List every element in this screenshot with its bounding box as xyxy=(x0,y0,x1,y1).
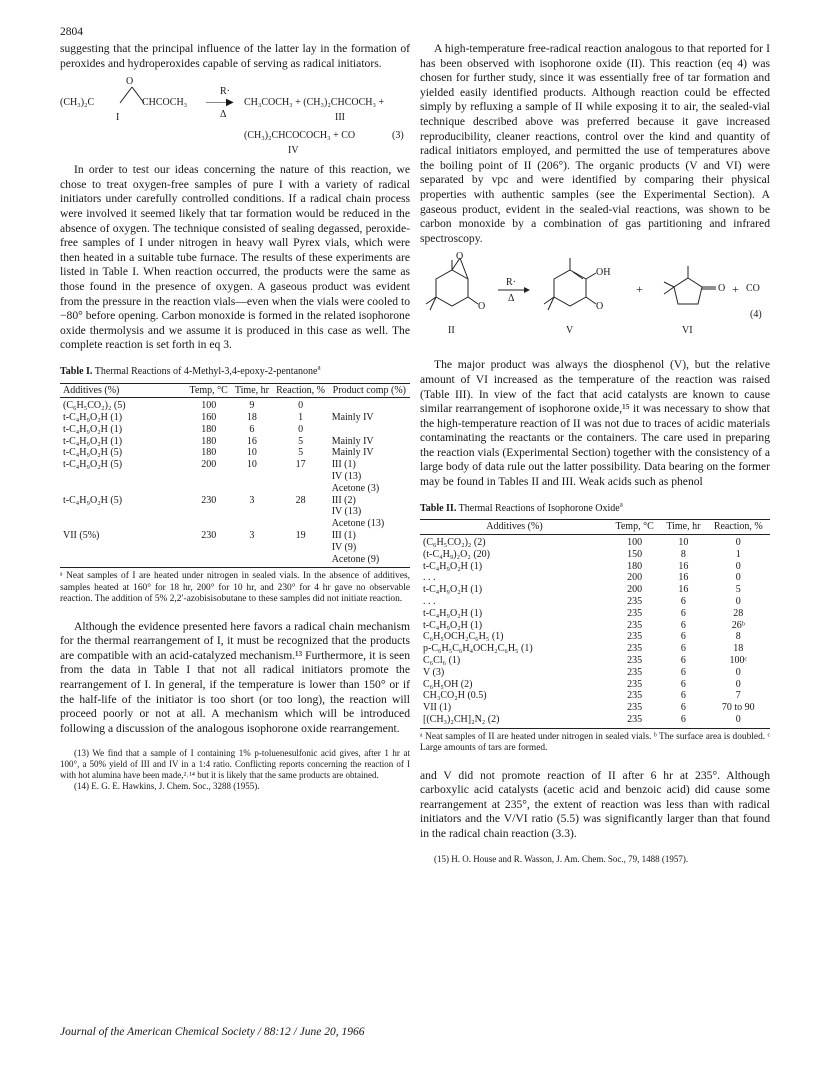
table-2-row xyxy=(420,561,770,573)
table-1-row xyxy=(60,447,410,459)
table-1-row xyxy=(60,398,410,412)
table-1-cell-p xyxy=(329,398,410,412)
table-2-caption xyxy=(420,502,770,517)
table-1-cell-p: III (1) IV (9) Acetone (9) xyxy=(329,530,410,568)
eq4-ketone-oxygen-II: O xyxy=(478,301,486,313)
table-2-cell-a: (C₆H₅CO₂)₂ (2) xyxy=(423,537,486,549)
table-1-cell-h: 18 xyxy=(246,412,257,424)
table-2-cell-t: 235 xyxy=(627,596,643,608)
right-paragraph-2: The major product was always the diosphenol (V), but the relative amount of VI increased as the temperature of the reaction was raised (Table III). In view of the fact that acid catalysts are known to cause similar rearrangement of isophorone oxide,¹⁵ it was necessary to show that the high-temperature reaction of II was not due to traces of acidic materials contaminating the reactants or the containers. The care used in preparing the reaction vials (Experimental Section) together with the consistency of a large body of data rule out the latter possibility. Data bearing on the former may be found in Tables II and III. Weak acids such as phenol xyxy=(420,358,770,489)
table-1-cell-r: 5 xyxy=(298,435,304,447)
left-paragraph-1: suggesting that the principal influence of the latter lay in the formation of peroxides and hydroperoxides capable of serving as radical initiators. xyxy=(60,42,410,70)
table-2-cell-a: (t-C₄H₉)₂O₂ (20) xyxy=(423,548,490,560)
table-1-cell-r: 5 xyxy=(298,447,304,459)
table-2-cell-t: 200 xyxy=(627,584,643,596)
table-2-cell-h: 6 xyxy=(680,690,686,702)
table-2-cell-r: 1 xyxy=(735,548,741,560)
table-2 xyxy=(420,519,770,729)
table-1-cell-a: t-C₄H₉O₂H (1) xyxy=(63,435,123,447)
eq4-radical-initiator-label: R· xyxy=(506,277,516,289)
table-2-cell-r: 7 xyxy=(735,690,741,702)
table-2-row xyxy=(420,596,770,608)
products-line-1: CH₃COCH₃ + (CH₃)₂CHCOCH₃ + xyxy=(244,97,385,109)
table-2-cell-a: CH₃CO₂H (0.5) xyxy=(423,690,487,702)
table-2-cell-r: 18 xyxy=(733,643,744,655)
table-2-header-reaction: Reaction, % xyxy=(707,520,770,535)
table-1-cell-h: 10 xyxy=(246,459,257,471)
epoxide-ring-drawing xyxy=(60,71,410,163)
table-2-cell-h: 16 xyxy=(678,572,689,584)
table-2-cell-a: p-C₆H₅C₆H₄OCH₂C₆H₅ (1) xyxy=(423,643,533,655)
table-2-cell-r: 8 xyxy=(735,631,741,643)
table-1-header-reaction: Reaction, % xyxy=(272,383,328,398)
table-2-cell-a: t-C₄H₉O₂H (1) xyxy=(423,560,483,572)
table-2-body xyxy=(420,535,770,729)
table-2-row xyxy=(420,584,770,596)
page-number: 2804 xyxy=(60,26,83,38)
table-1-row xyxy=(60,412,410,424)
table-2-cell-h: 6 xyxy=(680,596,686,608)
compound-label-VI: VI xyxy=(682,325,693,337)
equation-number-4: (4) xyxy=(750,309,762,321)
table-2-cell-h: 8 xyxy=(680,548,686,560)
heat-label: Δ xyxy=(220,109,227,121)
table-2-cell-t: 100 xyxy=(627,537,643,549)
table-1-cell-a: t-C₄H₉O₂H (5) xyxy=(63,459,123,471)
table-2-cell-r: 0 xyxy=(707,714,770,728)
table-2-row xyxy=(420,643,770,655)
epoxide-oxygen: O xyxy=(126,76,134,88)
table-2-header-additives: Additives (%) xyxy=(420,520,609,535)
table-1-cell-t: 230 xyxy=(186,530,231,568)
table-2-title-footnote-mark: a xyxy=(619,500,623,509)
compound-label-II: II xyxy=(448,325,455,337)
table-2-row xyxy=(420,631,770,643)
table-1-cell-h: 16 xyxy=(246,435,257,447)
table-2-cell-r: 28 xyxy=(733,607,744,619)
table-2-cell-r: 0 xyxy=(735,666,741,678)
compound-label-IV: IV xyxy=(288,145,299,157)
equation-3 xyxy=(60,71,410,163)
table-1-cell-t: 180 xyxy=(201,435,217,447)
table-1-cell-a: VII (5%) xyxy=(60,530,186,568)
table-2-cell-h: 6 xyxy=(680,643,686,655)
table-1-cell-a: t-C₄H₉O₂H (5) xyxy=(63,447,123,459)
table-1-cell-h: 3 xyxy=(231,530,272,568)
reactant-left: (CH₃)₂C xyxy=(60,97,95,109)
table-1-cell-h: 9 xyxy=(249,400,255,412)
table-1-cell-r: 1 xyxy=(298,412,304,424)
table-2-cell-r: 100ᶜ xyxy=(729,655,748,667)
right-paragraph-3: and V did not promote reaction of II after 6 hr at 235°. Although carboxylic acid catalysts (acetic acid and benzoic acid) did cause some rearrangement at 235°, the extent of reaction was less than with radical initiators and the V/VI ratio (5.5) was significantly larger than that found in the radical chain reaction (3.3). xyxy=(420,768,770,840)
table-2-cell-h: 6 xyxy=(680,666,686,678)
left-paragraph-2: In order to test our ideas concerning the nature of this reaction, we chose to treat oxygen-free samples of pure I with a variety of radical initiators under carefully controlled conditions. If a radical chain process were involved it seemed likely that tar formation would be reduced in the absence of oxygen. The technique consisted of sealing degassed, peroxide-free samples of I under nitrogen in heavy wall Pyrex vials, which were then heated in a suitable tube furnace. The results of these experiments are listed in Table I. When reaction occurred, the products were the same as those found in the presence of oxygen. A gaseous product was evident from the pressure in the reaction vials—even when the vials were cooled to −80° before opening. Carbon monoxide is formed in the related isophorone oxide thermolysis and we assume it is produced in this case as well. The complete reaction is set forth in eq 3. xyxy=(60,163,410,352)
table-2-cell-r: 26ᵇ xyxy=(731,619,745,631)
table-1-cell-t: 180 xyxy=(201,423,217,435)
table-1-header-temp: Temp, °C xyxy=(186,383,231,398)
table-1-row xyxy=(60,459,410,494)
table-1-cell-h: 10 xyxy=(246,447,257,459)
compound-label-I: I xyxy=(116,112,120,124)
table-2-label: Table II. xyxy=(420,502,457,514)
table-2-cell-t: 235 xyxy=(627,678,643,690)
table-1-header-time: Time, hr xyxy=(231,383,272,398)
table-1-cell-p: Mainly IV xyxy=(331,412,374,424)
right-paragraph-1: A high-temperature free-radical reaction analogous to that reported for I has been observed with isophorone oxide (II). This reaction (eq 4) was chosen for further study, since it was essentially free of tar formation and yielded easily identified products. Although reaction could be effected simply by refluxing a sample of II while exposing it to air, the sealed-vial technique described above was preferred because it gave increased reproducibility, cleaner reactions, control over the kind and quantity of radical initiators employed, and permitted the use of temperatures above the boiling point of II (206°). The organic products (V and VI) were separated by vpc and were identified by comparing their physical properties with authentic samples (see the Experimental Section). A gaseous product, evident in the sealed-vial reactions, was shown to be carbon monoxide by a combination of gas partitioning and infrared spectroscopy. xyxy=(420,42,770,245)
table-1-cell-r: 19 xyxy=(272,530,328,568)
table-2-cell-r: 0 xyxy=(735,678,741,690)
table-1-cell-r: 0 xyxy=(298,400,304,412)
table-2-row xyxy=(420,572,770,584)
table-1-cell-p: III (2) IV (13) Acetone (13) xyxy=(331,494,385,530)
table-1-row xyxy=(60,424,410,436)
table-1-header-additives: Additives (%) xyxy=(60,383,186,398)
table-2-title: Thermal Reactions of Isophorone Oxide xyxy=(458,502,620,514)
eq4-ketone-oxygen-VI: O xyxy=(718,283,726,295)
footnote-13: (13) We find that a sample of I containing 1% p-toluenesulfonic acid gives, after 1 hr at 100°, a 50% yield of III and IV in a 1:4 ratio. Conflicting reports concerning the reaction of I with hot alumina have been made,²˒¹⁴ but it is likely that the same products are obtained. xyxy=(60,748,410,781)
right-column xyxy=(420,42,770,865)
table-2-header-time: Time, hr xyxy=(660,520,706,535)
left-paragraph-3: Although the evidence presented here favors a radical chain mechanism for the thermal rearrangement of I, it must be recognized that the products are compatible with an acid-catalyzed mechanism.¹³ Furthermore, it is seen from the data in Table I that not all radical initiators promote the rearrangement of I. In general, if the temperature is lower than 150° or if the half-life of the initiator is too short (or too long), the reaction will proceed poorly or not at all. A mechanism which will be introduced following a discussion of the analogous isophorone oxide rearrangement. xyxy=(60,619,410,735)
table-2-cell-a: V (3) xyxy=(423,666,445,678)
table-2-cell-h: 10 xyxy=(678,537,689,549)
eq4-plus-2: + xyxy=(732,282,739,297)
table-1-title-footnote-mark: a xyxy=(317,363,321,372)
table-2-row xyxy=(420,608,770,620)
table-1-cell-p: III (1) IV (13) Acetone (3) xyxy=(331,459,380,494)
equation-number-3: (3) xyxy=(392,130,404,142)
table-2-cell-h: 6 xyxy=(680,678,686,690)
table-2-cell-h: 6 xyxy=(680,631,686,643)
table-1-cell-t: 100 xyxy=(201,400,217,412)
table-2-cell-a: t-C₄H₉O₂H (1) xyxy=(423,584,483,596)
table-2-cell-t: 235 xyxy=(627,702,643,714)
eq4-ketone-oxygen-V: O xyxy=(596,301,604,313)
table-2-row xyxy=(420,714,770,728)
table-1-cell-p: Mainly IV xyxy=(331,435,374,447)
table-1-cell-r: 17 xyxy=(295,459,306,471)
table-1-cell-r: 0 xyxy=(298,423,304,435)
isophorone-scheme-drawing xyxy=(420,252,770,352)
table-2-cell-a: VII (1) xyxy=(423,702,452,714)
table-2-cell-r: 0 xyxy=(735,560,741,572)
eq4-plus-1: + xyxy=(636,282,643,297)
table-2-cell-h: 6 xyxy=(680,619,686,631)
journal-footer: Journal of the American Chemical Society / 88:12 / June 20, 1966 xyxy=(60,1026,365,1038)
compound-label-V: V xyxy=(566,325,574,337)
table-2-cell-r: 0 xyxy=(735,596,741,608)
table-1-footnote: ᵃ Neat samples of I are heated under nitrogen in sealed vials. In the absence of additives, samples heated at 160° for 18 hr, 200° for 10 hr, and 230° for 4 hr gave no observable reaction. The addition of 5% 2,2′-azobisisobutane to these samples did not initiate reaction. xyxy=(60,571,410,605)
table-2-cell-a: t-C₄H₉O₂H (1) xyxy=(423,619,483,631)
table-1-row xyxy=(60,436,410,448)
table-2-cell-h: 6 xyxy=(680,655,686,667)
table-2-cell-h: 6 xyxy=(680,702,686,714)
table-2-row xyxy=(420,620,770,632)
table-2-cell-t: 235 xyxy=(627,619,643,631)
table-1-cell-t: 160 xyxy=(201,412,217,424)
eq4-epoxide-oxygen: O xyxy=(456,251,464,263)
table-2-cell-t: 235 xyxy=(609,714,660,728)
table-2-cell-r: 0 xyxy=(735,537,741,549)
table-1-cell-t: 180 xyxy=(201,447,217,459)
table-2-header-temp: Temp, °C xyxy=(609,520,660,535)
table-2-cell-t: 150 xyxy=(627,548,643,560)
table-1-cell-a: t-C₄H₉O₂H (5) xyxy=(63,494,123,506)
table-2-cell-h: 16 xyxy=(678,584,689,596)
table-2-cell-t: 235 xyxy=(627,631,643,643)
table-1-row xyxy=(60,530,410,568)
table-2-cell-t: 235 xyxy=(627,666,643,678)
table-2-cell-t: 235 xyxy=(627,607,643,619)
table-2-cell-a: C₆H₅OCH₂C₆H₅ (1) xyxy=(423,631,504,643)
table-2-cell-r: 5 xyxy=(735,584,741,596)
eq4-heat-label: Δ xyxy=(508,293,515,305)
table-1-caption xyxy=(60,365,410,380)
table-2-row xyxy=(420,655,770,667)
table-2-cell-h: 6 xyxy=(680,607,686,619)
table-2-cell-r: 0 xyxy=(735,572,741,584)
reactant-right: CHCOCH₃ xyxy=(142,97,188,109)
table-2-cell-t: 235 xyxy=(627,655,643,667)
reaction-arrow: ——▶ xyxy=(206,97,234,109)
table-2-cell-t: 235 xyxy=(627,643,643,655)
table-2-row xyxy=(420,679,770,691)
eq4-hydroxyl-label: OH xyxy=(596,267,611,279)
compound-label-III: III xyxy=(335,112,345,124)
equation-4 xyxy=(420,252,770,352)
table-2-cell-a: [(CH₃)₂CH]₂N₂ (2) xyxy=(420,714,609,728)
table-2-cell-h: 6 xyxy=(660,714,706,728)
table-1-cell-p xyxy=(329,424,410,436)
radical-initiator-label: R· xyxy=(220,86,230,98)
table-1-cell-t: 200 xyxy=(201,459,217,471)
table-2-cell-t: 200 xyxy=(627,572,643,584)
table-2-cell-h: 16 xyxy=(678,560,689,572)
table-2-row xyxy=(420,549,770,561)
table-1-cell-r: 28 xyxy=(295,494,306,506)
table-2-cell-a: t-C₄H₉O₂H (1) xyxy=(423,607,483,619)
table-2-row xyxy=(420,535,770,549)
eq4-carbon-monoxide: CO xyxy=(746,283,760,295)
table-1-cell-h: 3 xyxy=(249,494,255,506)
table-1-header-product: Product comp (%) xyxy=(329,383,410,398)
table-1-cell-t: 230 xyxy=(201,494,217,506)
left-column xyxy=(60,42,410,792)
table-1-cell-p: Mainly IV xyxy=(331,447,374,459)
table-1 xyxy=(60,383,410,569)
table-2-row xyxy=(420,702,770,714)
table-1-cell-h: 6 xyxy=(249,423,255,435)
table-1-cell-a: (C₆H₅CO₂)₂ (5) xyxy=(63,400,126,412)
table-1-cell-a: t-C₄H₉O₂H (1) xyxy=(63,412,123,424)
table-2-cell-t: 235 xyxy=(627,690,643,702)
table-1-cell-a: t-C₄H₉O₂H (1) xyxy=(63,423,123,435)
footnote-14: (14) E. G. E. Hawkins, J. Chem. Soc., 3288 (1955). xyxy=(74,781,260,792)
table-2-cell-a: C₆Cl₆ (1) xyxy=(423,655,461,667)
table-1-title: Thermal Reactions of 4-Methyl-3,4-epoxy-2-pentanone xyxy=(94,365,318,377)
table-2-cell-a: . . . xyxy=(423,572,436,584)
table-2-row xyxy=(420,690,770,702)
footnote-15: (15) H. O. House and R. Wasson, J. Am. Chem. Soc., 79, 1488 (1957). xyxy=(434,853,689,864)
products-line-2: (CH₃)₂CHCOCOCH₃ + CO xyxy=(244,130,356,142)
table-2-row xyxy=(420,667,770,679)
table-1-row xyxy=(60,495,410,530)
table-2-footnote: ᵃ Neat samples of II are heated under nitrogen in sealed vials. ᵇ The surface area is doubled. ᶜ Large amounts of tars are formed. xyxy=(420,731,770,754)
table-2-cell-a: . . . xyxy=(423,596,436,608)
table-2-cell-r: 70 to 90 xyxy=(721,702,755,714)
table-1-label: Table I. xyxy=(60,365,93,377)
table-2-cell-a: C₆H₅OH (2) xyxy=(423,678,473,690)
table-1-body xyxy=(60,398,410,568)
table-2-cell-t: 180 xyxy=(627,560,643,572)
